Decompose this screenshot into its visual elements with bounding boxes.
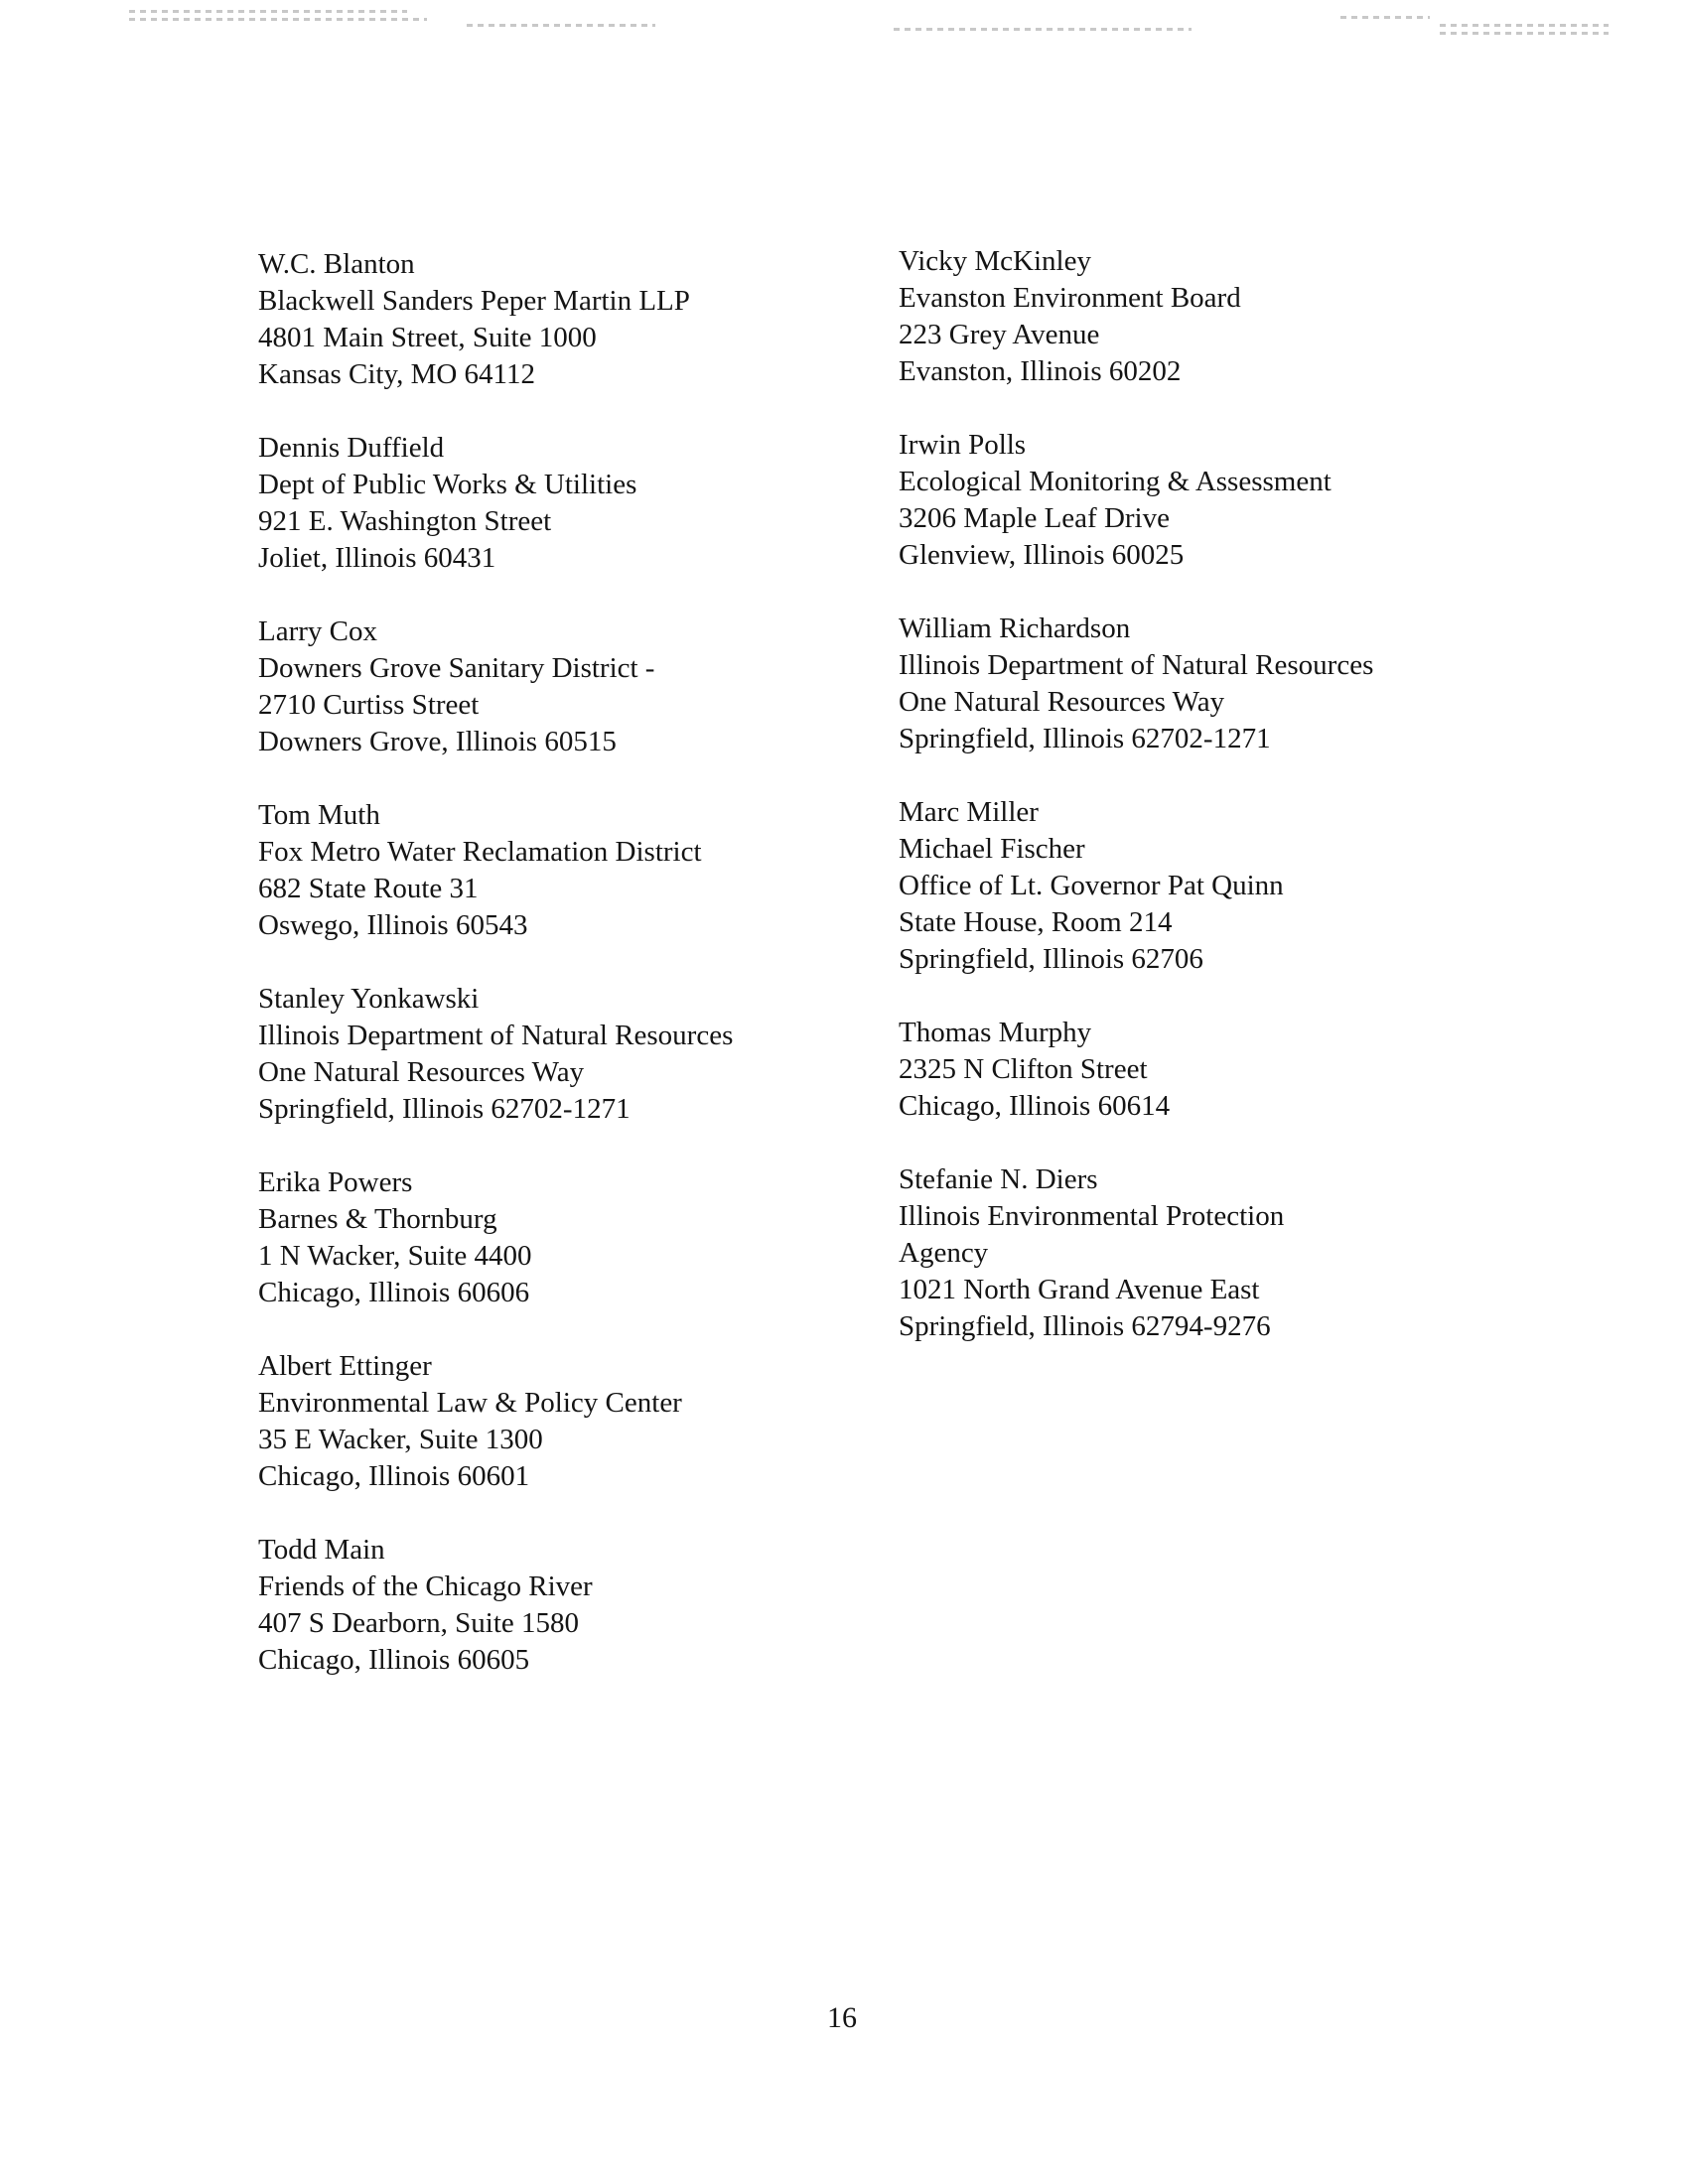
address-block-powers [258, 1164, 814, 1311]
city-state-zip: Chicago, Illinois 60601 [258, 1460, 530, 1492]
contact-name: Larry Cox [258, 615, 377, 647]
organization: Fox Metro Water Reclamation District [258, 836, 702, 868]
city-state-zip: Springfield, Illinois 62794-9276 [899, 1310, 1271, 1342]
address-block-diers [899, 1161, 1514, 1345]
city-state-zip: Kansas City, MO 64112 [258, 358, 535, 390]
contact-name: Stanley Yonkawski [258, 983, 480, 1015]
address-block-polls [899, 427, 1514, 574]
city-state-zip: Glenview, Illinois 60025 [899, 539, 1185, 571]
street-address: 223 Grey Avenue [899, 319, 1100, 350]
organization: Illinois Department of Natural Resources [899, 649, 1374, 681]
street-address: 1 N Wacker, Suite 4400 [258, 1240, 532, 1272]
organization: Friends of the Chicago River [258, 1570, 593, 1602]
street-address: 921 E. Washington Street [258, 505, 552, 537]
street-address: 3206 Maple Leaf Drive [899, 502, 1170, 534]
organization: Ecological Monitoring & Assessment [899, 466, 1332, 497]
address-block-cox [258, 614, 814, 760]
city-state-zip: Springfield, Illinois 62702-1271 [899, 723, 1271, 754]
organization: Evanston Environment Board [899, 282, 1241, 314]
contact-name: Erika Powers [258, 1166, 413, 1198]
address-block-murphy [899, 1015, 1514, 1125]
city-state-zip: Joliet, Illinois 60431 [258, 542, 496, 574]
address-block-miller-fischer [899, 794, 1514, 978]
address-block-richardson [899, 611, 1514, 757]
organization: Illinois Environmental Protection [899, 1200, 1285, 1232]
left-address-column [258, 246, 814, 1679]
organization: Blackwell Sanders Peper Martin LLP [258, 285, 690, 317]
street-address: 682 State Route 31 [258, 873, 479, 904]
contact-name: Dennis Duffield [258, 432, 445, 464]
fax-header-smudge [0, 10, 1684, 50]
city-state-zip: Chicago, Illinois 60606 [258, 1277, 530, 1308]
address-block-mckinley [899, 243, 1514, 390]
contact-name: William Richardson [899, 613, 1131, 644]
city-state-zip: Chicago, Illinois 60614 [899, 1090, 1171, 1122]
street-address: One Natural Resources Way [258, 1056, 585, 1088]
contact-name: Thomas Murphy [899, 1017, 1092, 1048]
address-block-muth [258, 797, 814, 944]
contact-name: W.C. Blanton [258, 248, 415, 280]
organization: Barnes & Thornburg [258, 1203, 497, 1235]
address-block-main [258, 1532, 814, 1679]
contact-name: Vicky McKinley [899, 245, 1091, 277]
organization: Agency [899, 1237, 989, 1269]
street-address: 35 E Wacker, Suite 1300 [258, 1424, 543, 1455]
right-address-column [899, 243, 1514, 1345]
street-address: 2325 N Clifton Street [899, 1053, 1148, 1085]
contact-name: Stefanie N. Diers [899, 1163, 1098, 1195]
organization: Illinois Department of Natural Resources [258, 1020, 734, 1051]
organization: Dept of Public Works & Utilities [258, 469, 637, 500]
city-state-zip: Oswego, Illinois 60543 [258, 909, 528, 941]
page-number: 16 [827, 2001, 857, 2034]
contact-name: Marc Miller [899, 796, 1039, 828]
city-state-zip: Evanston, Illinois 60202 [899, 355, 1182, 387]
organization: Office of Lt. Governor Pat Quinn [899, 870, 1284, 901]
city-state-zip: Springfield, Illinois 62706 [899, 943, 1203, 975]
contact-name: Irwin Polls [899, 429, 1027, 461]
city-state-zip: Downers Grove, Illinois 60515 [258, 726, 617, 757]
street-address: State House, Room 214 [899, 906, 1173, 938]
organization: Downers Grove Sanitary District - [258, 652, 655, 684]
city-state-zip: Springfield, Illinois 62702-1271 [258, 1093, 631, 1125]
contact-name: Tom Muth [258, 799, 380, 831]
address-block-duffield [258, 430, 814, 577]
address-block-yonkawski [258, 981, 814, 1128]
address-block-blanton [258, 246, 814, 393]
street-address: One Natural Resources Way [899, 686, 1225, 718]
city-state-zip: Chicago, Illinois 60605 [258, 1644, 530, 1676]
contact-name: Michael Fischer [899, 833, 1085, 865]
street-address: 2710 Curtiss Street [258, 689, 480, 721]
street-address: 4801 Main Street, Suite 1000 [258, 322, 597, 353]
street-address: 1021 North Grand Avenue East [899, 1274, 1260, 1305]
organization: Environmental Law & Policy Center [258, 1387, 682, 1419]
address-block-ettinger [258, 1348, 814, 1495]
street-address: 407 S Dearborn, Suite 1580 [258, 1607, 579, 1639]
contact-name: Albert Ettinger [258, 1350, 432, 1382]
contact-name: Todd Main [258, 1534, 385, 1566]
